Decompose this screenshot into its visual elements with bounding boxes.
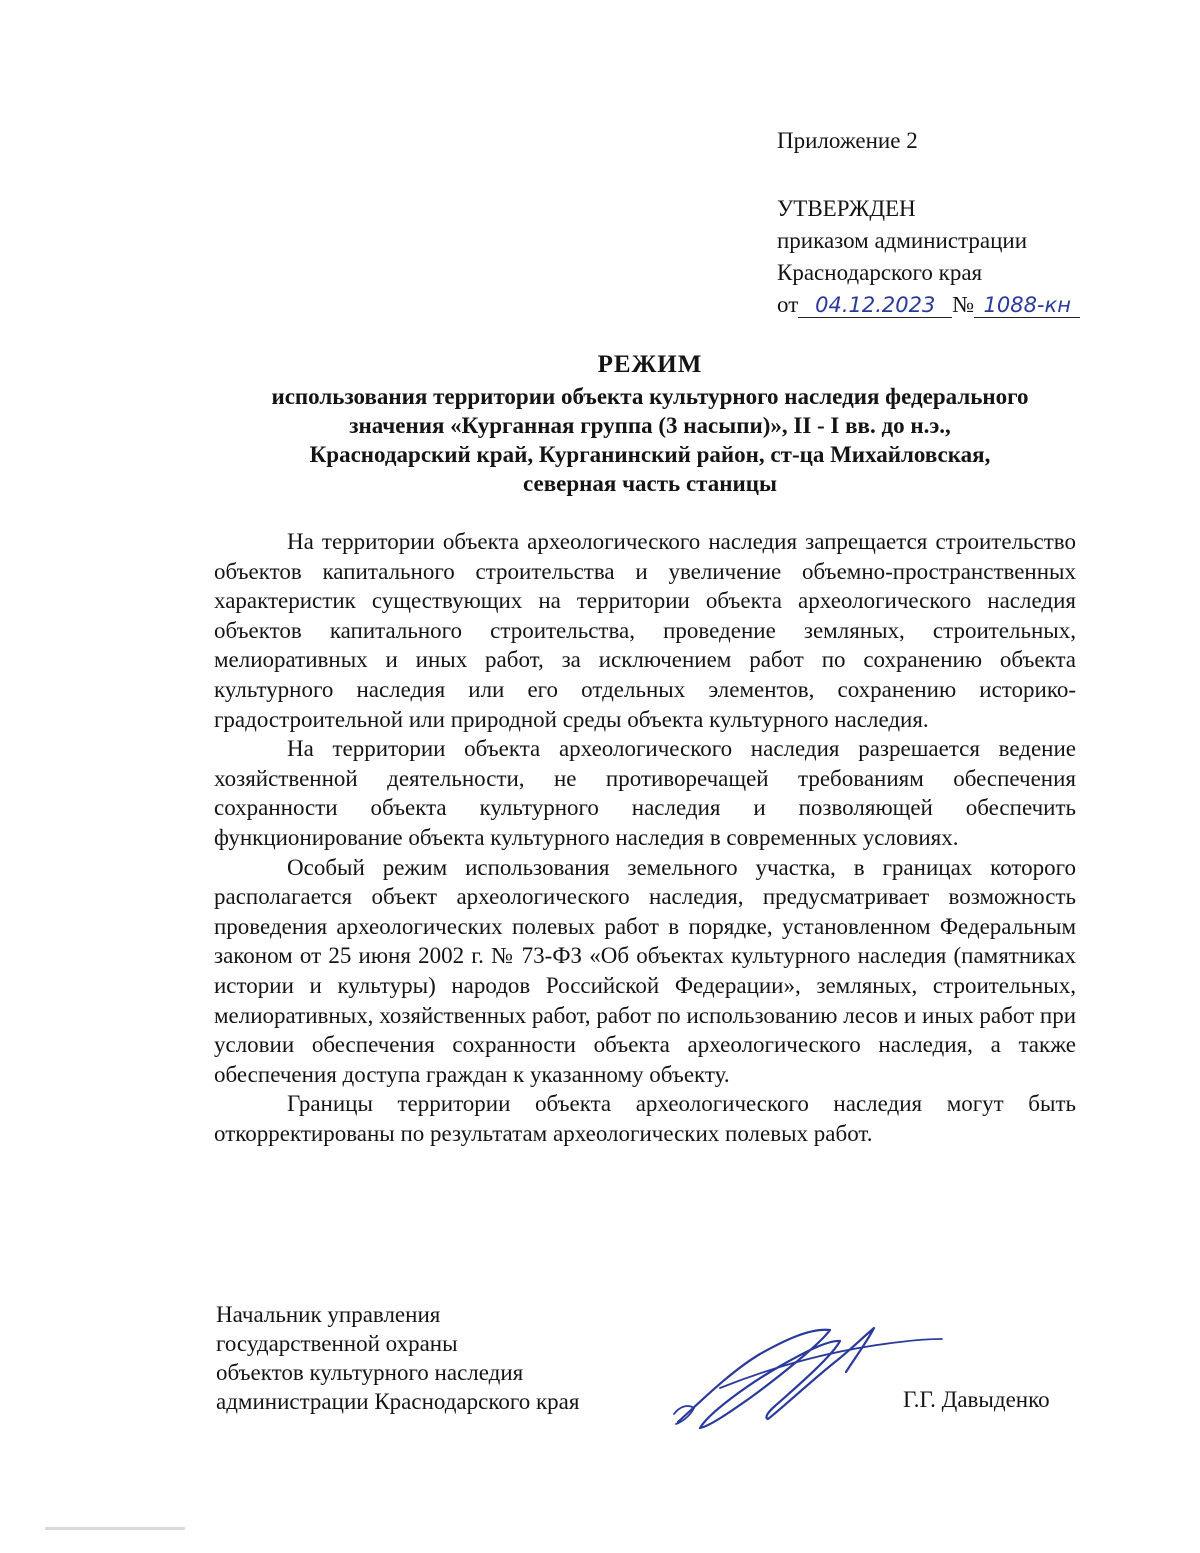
signatory-name: Г.Г. Давыденко: [903, 1387, 1050, 1412]
approval-heading: УТВЕРЖДЕН: [777, 196, 916, 221]
document-body: [214, 527, 1076, 1148]
signatory-position-line: государственной охраны: [216, 1331, 458, 1356]
signatory-position-line: администрации Краснодарского края: [216, 1389, 580, 1414]
body-paragraph: На территории объекта археологического наследия запрещается строительство объектов капитального строительства и увеличение объемно-пространственных характеристик существующих на территории объекта археологического наследия объектов капитального строительства, проведение земляных, строительных, мелиоративных и иных работ, за исключением работ по сохранению объекта культурного наследия или его отдельных элементов, сохранению историко-градостроительной или природной среды объекта культурного наследия.: [214, 529, 1076, 732]
signatory-position: [216, 1300, 579, 1416]
handwritten-signature: [660, 1310, 960, 1440]
approval-block: [777, 193, 1080, 321]
order-date-handwritten: 04.12.2023: [798, 293, 952, 318]
order-number-label: №: [952, 292, 975, 317]
body-paragraph: Границы территории объекта археологического наследия могут быть откорректированы по результатам археологических полевых работ.: [214, 1091, 1076, 1146]
title-line-2: значения «Курганная группа (3 насыпи)», II - I вв. до н.э.,: [349, 413, 951, 438]
title-line-4: северная часть станицы: [523, 471, 777, 496]
title-line-1: использования территории объекта культурного наследия федерального: [271, 384, 1029, 409]
approval-order-line: [777, 289, 1080, 321]
order-from-label: от: [777, 292, 799, 317]
scan-edge-mark: [45, 1527, 185, 1530]
signatory-position-line: объектов культурного наследия: [216, 1360, 524, 1385]
body-paragraph: Особый режим использования земельного участка, в границах которого располагается объект археологического наследия, предусматривает возможность проведения археологических полевых работ в порядке, установленном Федеральным законом от 25 июня 2002 г. № 73-ФЗ «Об объектах культурного наследия (памятниках истории и культуры) народов Российской Федерации», земляных, строительных, мелиоративных, хозяйственных работ, работ по использованию лесов и иных работ при условии обеспечения сохранности объекта археологического наследия, а также обеспечения доступа граждан к указанному объекту.: [214, 854, 1076, 1087]
approval-line-2: Краснодарского края: [777, 260, 983, 285]
signatory-position-line: Начальник управления: [216, 1302, 441, 1327]
appendix-label: Приложение 2: [777, 128, 918, 153]
title-line-3: Краснодарский край, Курганинский район, ст-ца Михайловская,: [309, 442, 991, 467]
order-number-handwritten: 1088-кн: [974, 293, 1080, 318]
document-title: [200, 350, 1100, 498]
body-paragraph: На территории объекта археологического наследия разрешается ведение хозяйственной деятельности, не противоречащей требованиям обеспечения сохранности объекта культурного наследия и позволяющей обеспечить функционирование объекта культурного наследия в современных условиях.: [214, 736, 1076, 850]
title-main: РЕЖИМ: [597, 351, 703, 378]
approval-line-1: приказом администрации: [777, 228, 1028, 253]
